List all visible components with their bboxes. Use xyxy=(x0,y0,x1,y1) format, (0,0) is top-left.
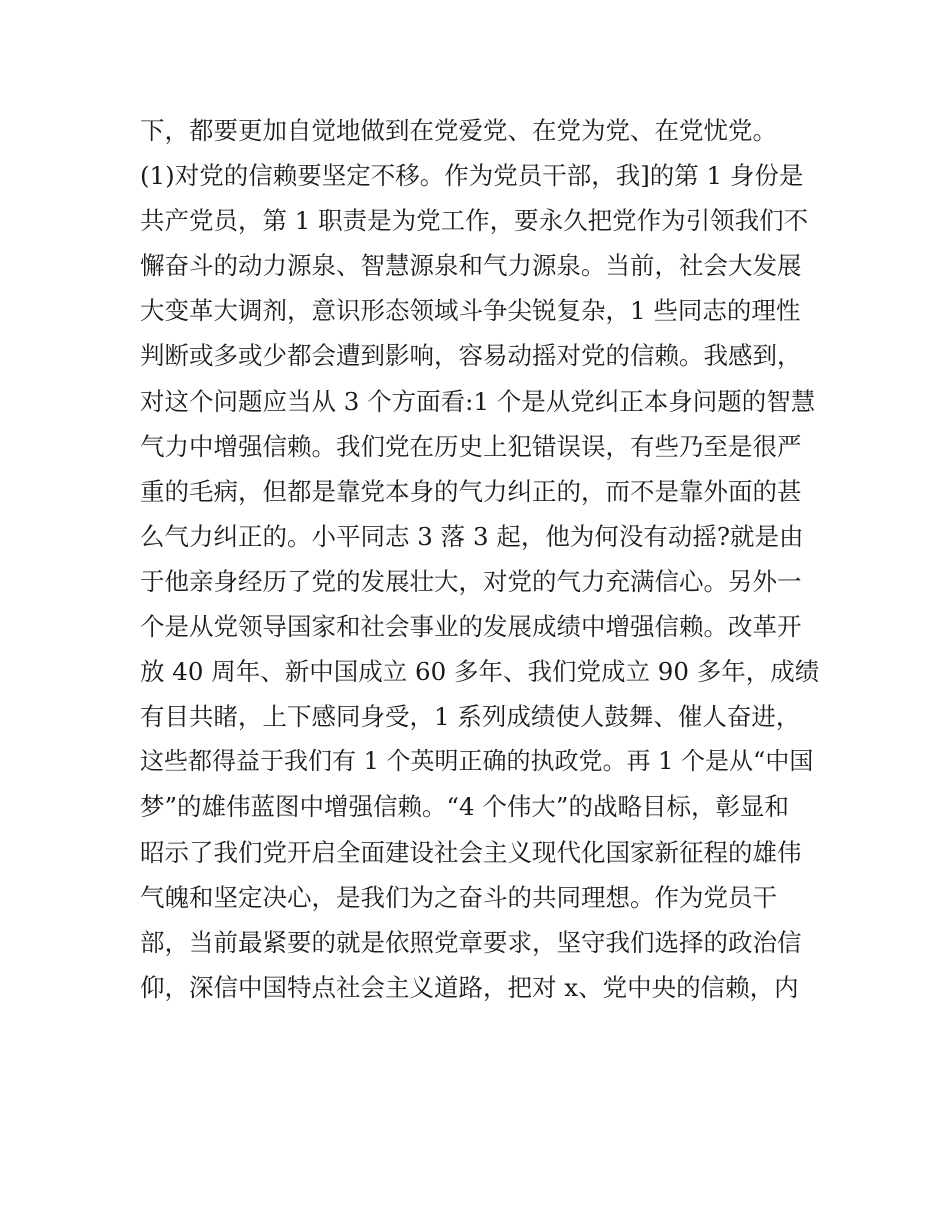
text-line-4: 懈奋斗的动力源泉、智慧源泉和气力源泉。当前，社会大发展 xyxy=(140,251,802,281)
text-line-13: 放 40 周年、新中国成立 60 多年、我们党成立 90 多年，成绩 xyxy=(140,657,820,687)
text-line-2: (1)对党的信赖要坚定不移。作为党员干部，我]的第 1 身份是 xyxy=(140,161,804,191)
text-line-3: 共产党员，第 1 职责是为党工作，要永久把党作为引领我们不 xyxy=(140,206,809,236)
text-line-1: 下，都要更加自觉地做到在党爱党、在党为党、在党忧党。 xyxy=(140,116,777,145)
text-line-16: 梦”的雄伟蓝图中增强信赖。“4 个伟大”的战略目标，彰显和 xyxy=(140,792,789,822)
text-line-7: 对这个问题应当从 3 个方面看:1 个是从党纠正本身问题的智慧 xyxy=(140,386,816,416)
text-line-10: 么气力纠正的。小平同志 3 落 3 起，他为何没有动摇?就是由 xyxy=(140,521,804,551)
text-line-5: 大变革大调剂，意识形态领域斗争尖锐复杂，1 些同志的理性 xyxy=(140,296,801,326)
text-line-19: 部，当前最紧要的就是依照党章要求，坚守我们选择的政治信 xyxy=(140,927,802,957)
text-line-15: 这些都得益于我们有 1 个英明正确的执政党。再 1 个是从“中国 xyxy=(140,747,814,776)
text-line-20: 仰，深信中国特点社会主义道路，把对 x、党中央的信赖，内 xyxy=(140,972,799,1002)
text-line-12: 个是从党领导国家和社会事业的发展成绩中增强信赖。改革开 xyxy=(140,612,802,642)
text-line-8: 气力中增强信赖。我们党在历史上犯错误误，有些乃至是很严 xyxy=(140,431,802,461)
body-text xyxy=(140,108,820,1010)
text-line-17: 昭示了我们党开启全面建设社会主义现代化国家新征程的雄伟 xyxy=(140,837,802,867)
text-line-14: 有目共睹，上下感同身受，1 系列成绩使人鼓舞、催人奋进， xyxy=(140,702,801,732)
text-line-18: 气魄和坚定决心，是我们为之奋斗的共同理想。作为党员干 xyxy=(140,882,777,912)
text-line-11: 于他亲身经历了党的发展壮大，对党的气力充满信心。另外一 xyxy=(140,566,802,596)
text-line-9: 重的毛病，但都是靠党本身的气力纠正的，而不是靠外面的甚 xyxy=(140,476,802,506)
text-line-6: 判断或多或少都会遭到影响，容易动摇对党的信赖。我感到， xyxy=(140,341,802,371)
